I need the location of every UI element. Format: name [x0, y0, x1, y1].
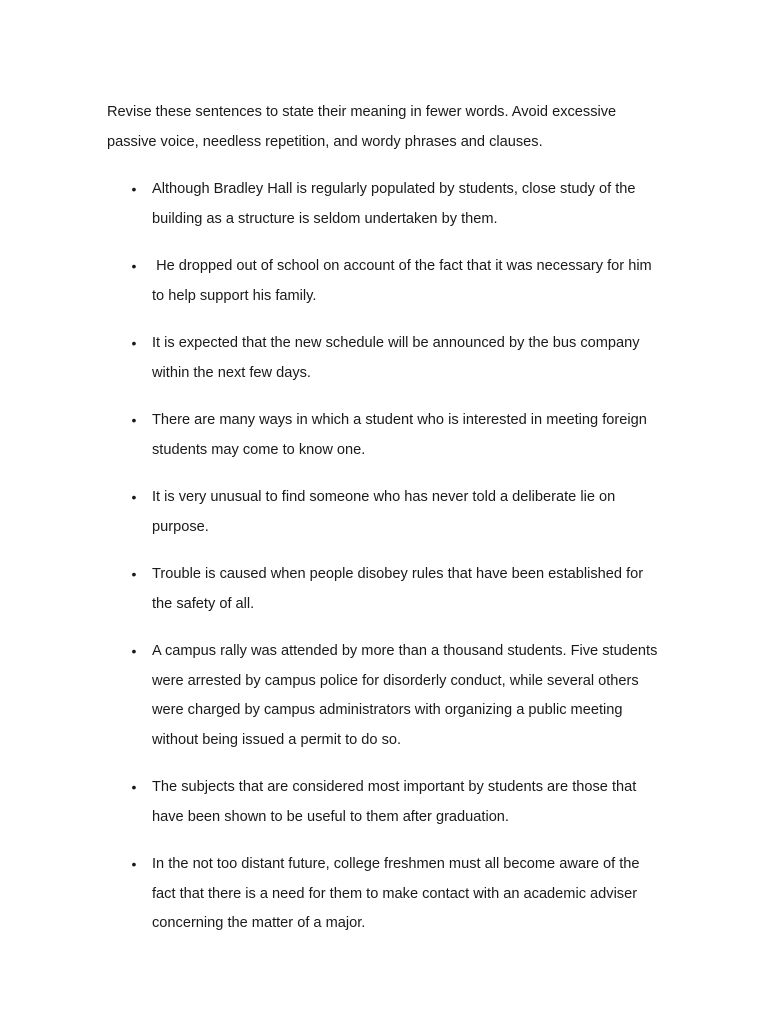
list-item — [107, 850, 667, 939]
list-item-text: It is very unusual to find someone who has never told a deliberate lie on purpose. — [152, 489, 620, 535]
bullet-icon: • — [131, 856, 137, 872]
list-item-text: Although Bradley Hall is regularly populated by students, close study of the building as a structure is seldom undertaken by them. — [152, 181, 640, 227]
list-item — [107, 252, 667, 311]
bullet-icon: • — [131, 779, 137, 795]
list-item — [107, 483, 667, 542]
list-item-text: Trouble is caused when people disobey rules that have been established for the safety of all. — [152, 566, 648, 612]
bullet-icon: • — [131, 335, 137, 351]
bullet-icon: • — [131, 643, 137, 659]
list-item — [107, 637, 667, 755]
instructions-paragraph: Revise these sentences to state their meaning in fewer words. Avoid excessive passive voice, needless repetition, and wordy phrases and clauses. — [107, 104, 617, 150]
list-item — [107, 560, 667, 619]
sentence-list — [107, 175, 667, 957]
bullet-icon: • — [131, 489, 137, 505]
list-item — [107, 406, 667, 465]
bullet-icon: • — [131, 566, 137, 582]
list-item-text: In the not too distant future, college freshmen must all become aware of the fact that there is a need for them to make contact with an academic adviser concerning the matter of a major. — [152, 856, 644, 931]
list-item — [107, 175, 667, 234]
list-item-text: It is expected that the new schedule will be announced by the bus company within the next few days. — [152, 335, 644, 381]
list-item-text: The subjects that are considered most important by students are those that have been shown to be useful to them after graduation. — [152, 779, 641, 825]
list-item — [107, 329, 667, 388]
bullet-icon: • — [131, 181, 137, 197]
bullet-icon: • — [131, 258, 137, 274]
list-item-text: He dropped out of school on account of the fact that it was necessary for him to help support his family. — [152, 258, 656, 304]
list-item-text: There are many ways in which a student who is interested in meeting foreign students may come to know one. — [152, 412, 651, 458]
list-item — [107, 773, 667, 832]
list-item-text: A campus rally was attended by more than a thousand students. Five students were arrested by campus police for disorderly conduct, while several others were charged by campus administrators with organizing a public meeting without being issued a permit to do so. — [152, 643, 662, 748]
bullet-icon: • — [131, 412, 137, 428]
